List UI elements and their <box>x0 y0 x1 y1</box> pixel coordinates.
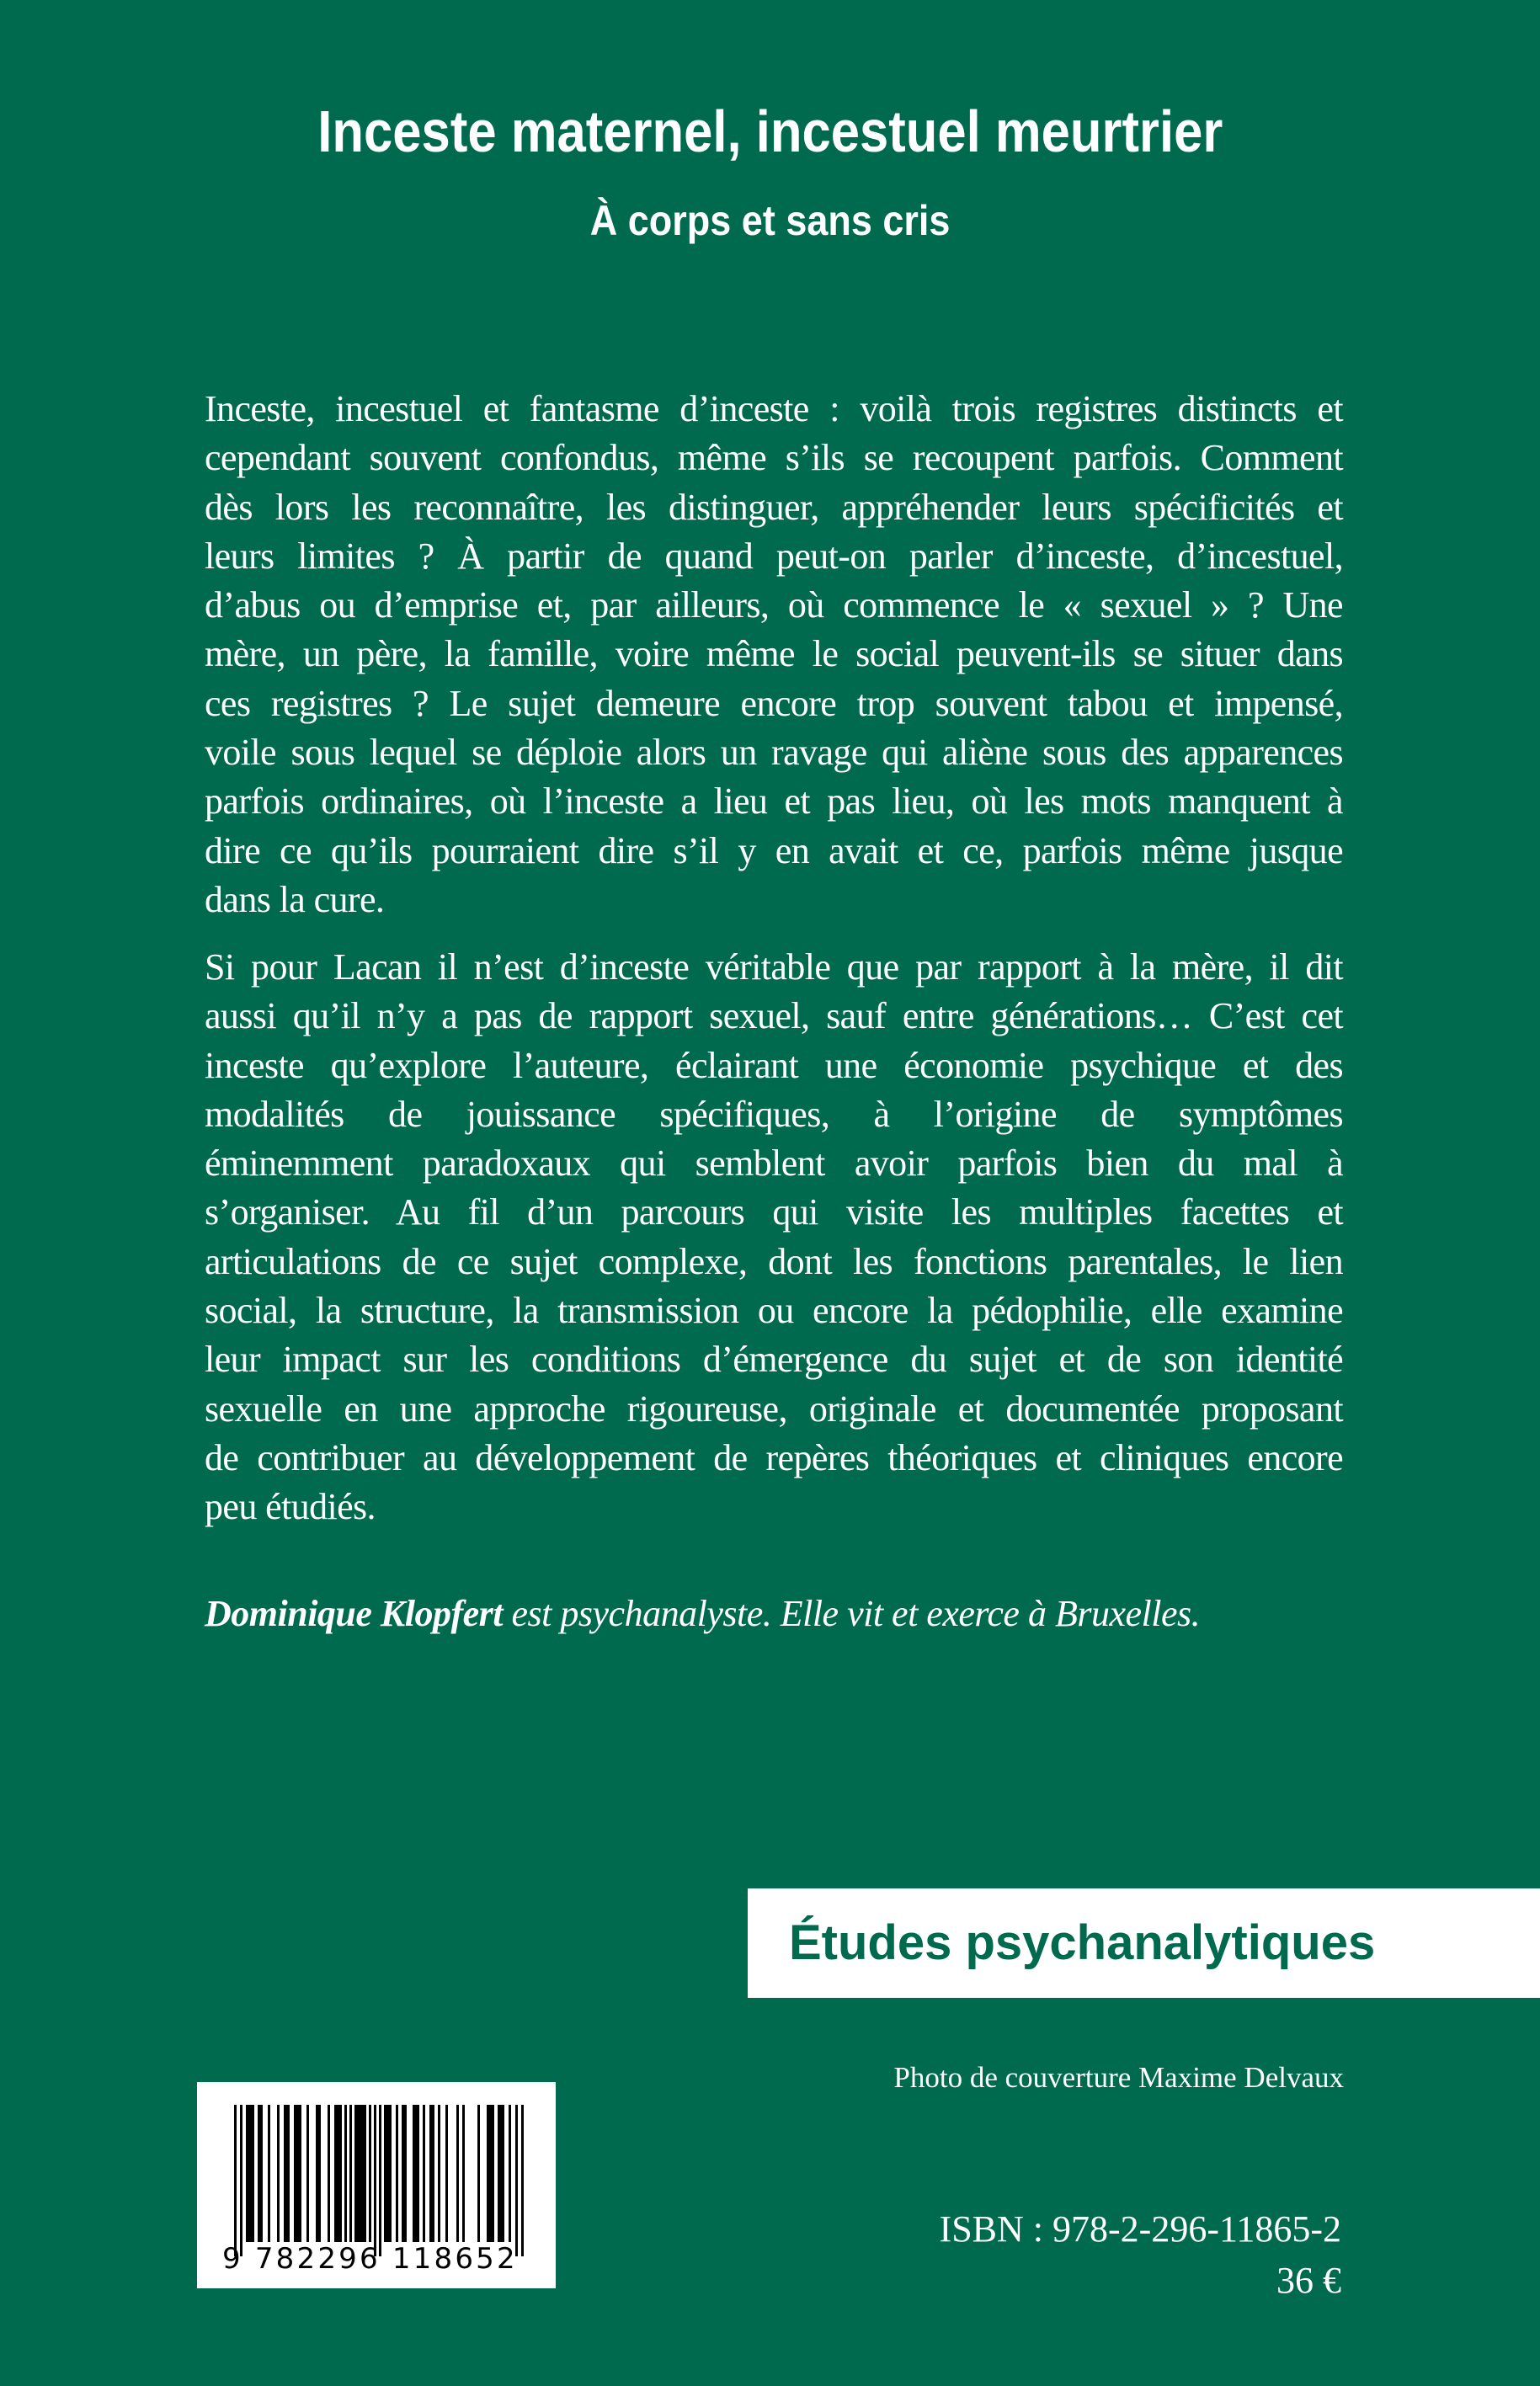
book-subtitle <box>0 195 1540 246</box>
blurb-line: cependant souvent confondus, même s’ils se recoupent parfois. Comment <box>205 437 1343 479</box>
blurb-line: éminemment paradoxaux qui semblent avoir parfois bien du mal à <box>205 1142 1343 1185</box>
author-bio-text: est psychanalyste. Elle vit et exerce à Bruxelles. <box>503 1593 1201 1634</box>
blurb-line: de contribuer au développement de repères théoriques et cliniques encore <box>205 1436 1343 1478</box>
author-name: Dominique Klopfert <box>205 1593 504 1634</box>
photo-credit: Photo de couverture Maxime Delvaux <box>893 2061 1344 2094</box>
book-title <box>0 98 1540 165</box>
blurb-line: mère, un père, la famille, voire même le social peuvent-ils se situer dans <box>205 633 1343 675</box>
blurb-line: aussi qu’il n’y a pas de rapport sexuel, sauf entre générations… C’est cet <box>205 995 1343 1037</box>
blurb-line: Inceste, incestuel et fantasme d’inceste : voilà trois registres distincts et <box>205 388 1343 429</box>
author-bio <box>205 1590 1200 1638</box>
blurb-line: leur impact sur les conditions d’émergence du sujet et de son identité <box>205 1339 1343 1381</box>
blurb-line: d’abus ou d’emprise et, par ailleurs, où commence le « sexuel » ? Une <box>205 584 1343 626</box>
blurb-line: parfois ordinaires, où l’inceste a lieu et pas lieu, où les mots manquent à <box>205 780 1343 823</box>
blurb-line: ces registres ? Le sujet demeure encore trop souvent tabou et impensé, <box>205 682 1343 724</box>
blurb-line: peu étudiés. <box>205 1486 376 1528</box>
blurb-line: dans la cure. <box>205 878 385 920</box>
book-title-text: Inceste maternel, incestuel meurtrier <box>317 99 1223 164</box>
barcode <box>197 2082 556 2288</box>
blurb-line: s’organiser. Au fil d’un parcours qui visite les multiples facettes et <box>205 1191 1343 1233</box>
isbn: ISBN : 978-2-296-11865-2 <box>939 2208 1341 2250</box>
blurb-paragraph-1 <box>205 385 1343 924</box>
barcode-digits: 9 782296 118652 <box>222 2242 518 2276</box>
blurb-line: modalités de jouissance spécifiques, à l’origine de symptômes <box>205 1093 1343 1135</box>
blurb-line: articulations de ce sujet complexe, dont les fonctions parentales, le lien <box>205 1240 1343 1282</box>
blurb-line: dire ce qu’ils pourraient dire s’il y en avait et ce, parfois même jusque <box>205 829 1343 871</box>
book-subtitle-text: À corps et sans cris <box>589 197 951 244</box>
blurb-line: sexuelle en une approche rigoureuse, originale et documentée proposant <box>205 1387 1343 1430</box>
collection-banner <box>748 1888 1540 1998</box>
collection-label: Études psychanalytiques <box>789 1915 1376 1970</box>
blurb-paragraph-2 <box>205 943 1343 1532</box>
blurb-line: leurs limites ? À partir de quand peut-on parler d’inceste, d’incestuel, <box>205 535 1343 577</box>
price: 36 € <box>1276 2260 1341 2301</box>
blurb-line: social, la structure, la transmission ou encore la pédophilie, elle examine <box>205 1290 1343 1332</box>
blurb-line: dès lors les reconnaître, les distinguer, appréhender leurs spécificités et <box>205 486 1343 528</box>
blurb-line: Si pour Lacan il n’est d’inceste véritable que par rapport à la mère, il dit <box>205 946 1343 988</box>
blurb-line: inceste qu’explore l’auteure, éclairant une économie psychique et des <box>205 1044 1343 1086</box>
blurb-line: voile sous lequel se déploie alors un ravage qui aliène sous des apparences <box>205 732 1343 774</box>
